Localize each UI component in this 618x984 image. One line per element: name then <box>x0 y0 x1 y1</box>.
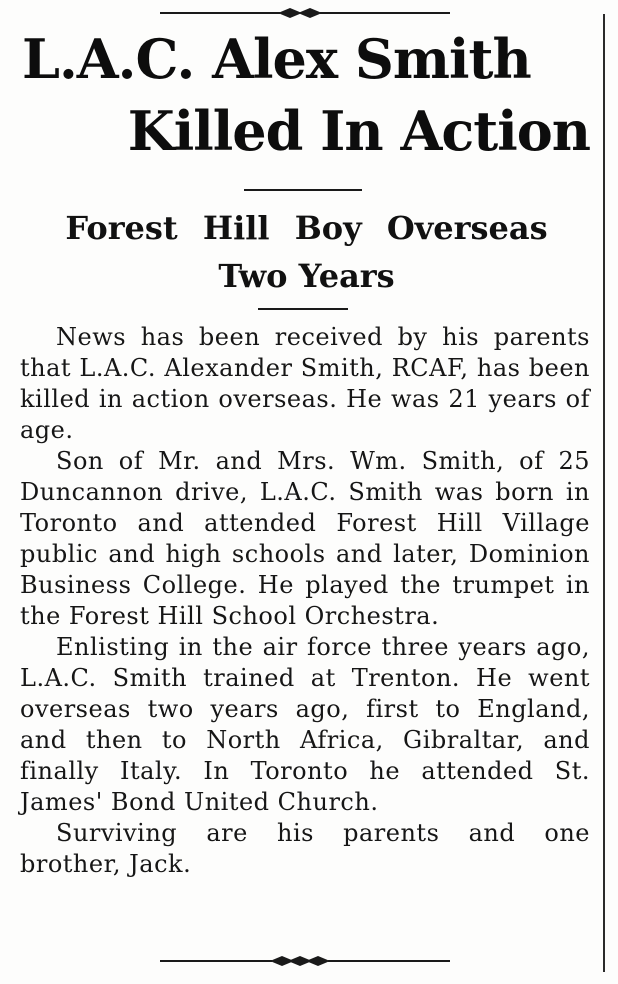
article-body <box>20 322 590 880</box>
subheadline-line-2: Two Years <box>218 257 395 295</box>
column-rule <box>603 14 605 972</box>
ornamental-dash-icon <box>160 954 450 968</box>
headline-divider <box>244 189 362 191</box>
headline-line-1: L.A.C. Alex Smith <box>22 27 531 91</box>
article-paragraph: Surviving are his parents and one brother, Jack. <box>20 819 590 878</box>
article-paragraph: Enlisting in the air force three years ago, L.A.C. Smith trained at Trenton. He went overseas two years ago, first to England, and then to North Africa, Gibraltar, and finally Italy. In Toronto he attended St. James' Bond United Church. <box>20 633 590 816</box>
headline-line-2: Killed In Action <box>127 99 590 163</box>
ornamental-dash-icon <box>160 6 450 20</box>
subheadline-line-1: Forest Hill Boy Overseas <box>65 209 548 247</box>
article-paragraph: News has been received by his parents that L.A.C. Alexander Smith, RCAF, has been killed in action overseas. He was 21 years of age. <box>20 323 590 444</box>
subheadline-divider <box>258 308 348 310</box>
article-paragraph: Son of Mr. and Mrs. Wm. Smith, of 25 Duncannon drive, L.A.C. Smith was born in Toronto and attended Forest Hill Village public and high schools and later, Dominion Business College. He played the trumpet in the Forest Hill School Orchestra. <box>20 447 590 630</box>
